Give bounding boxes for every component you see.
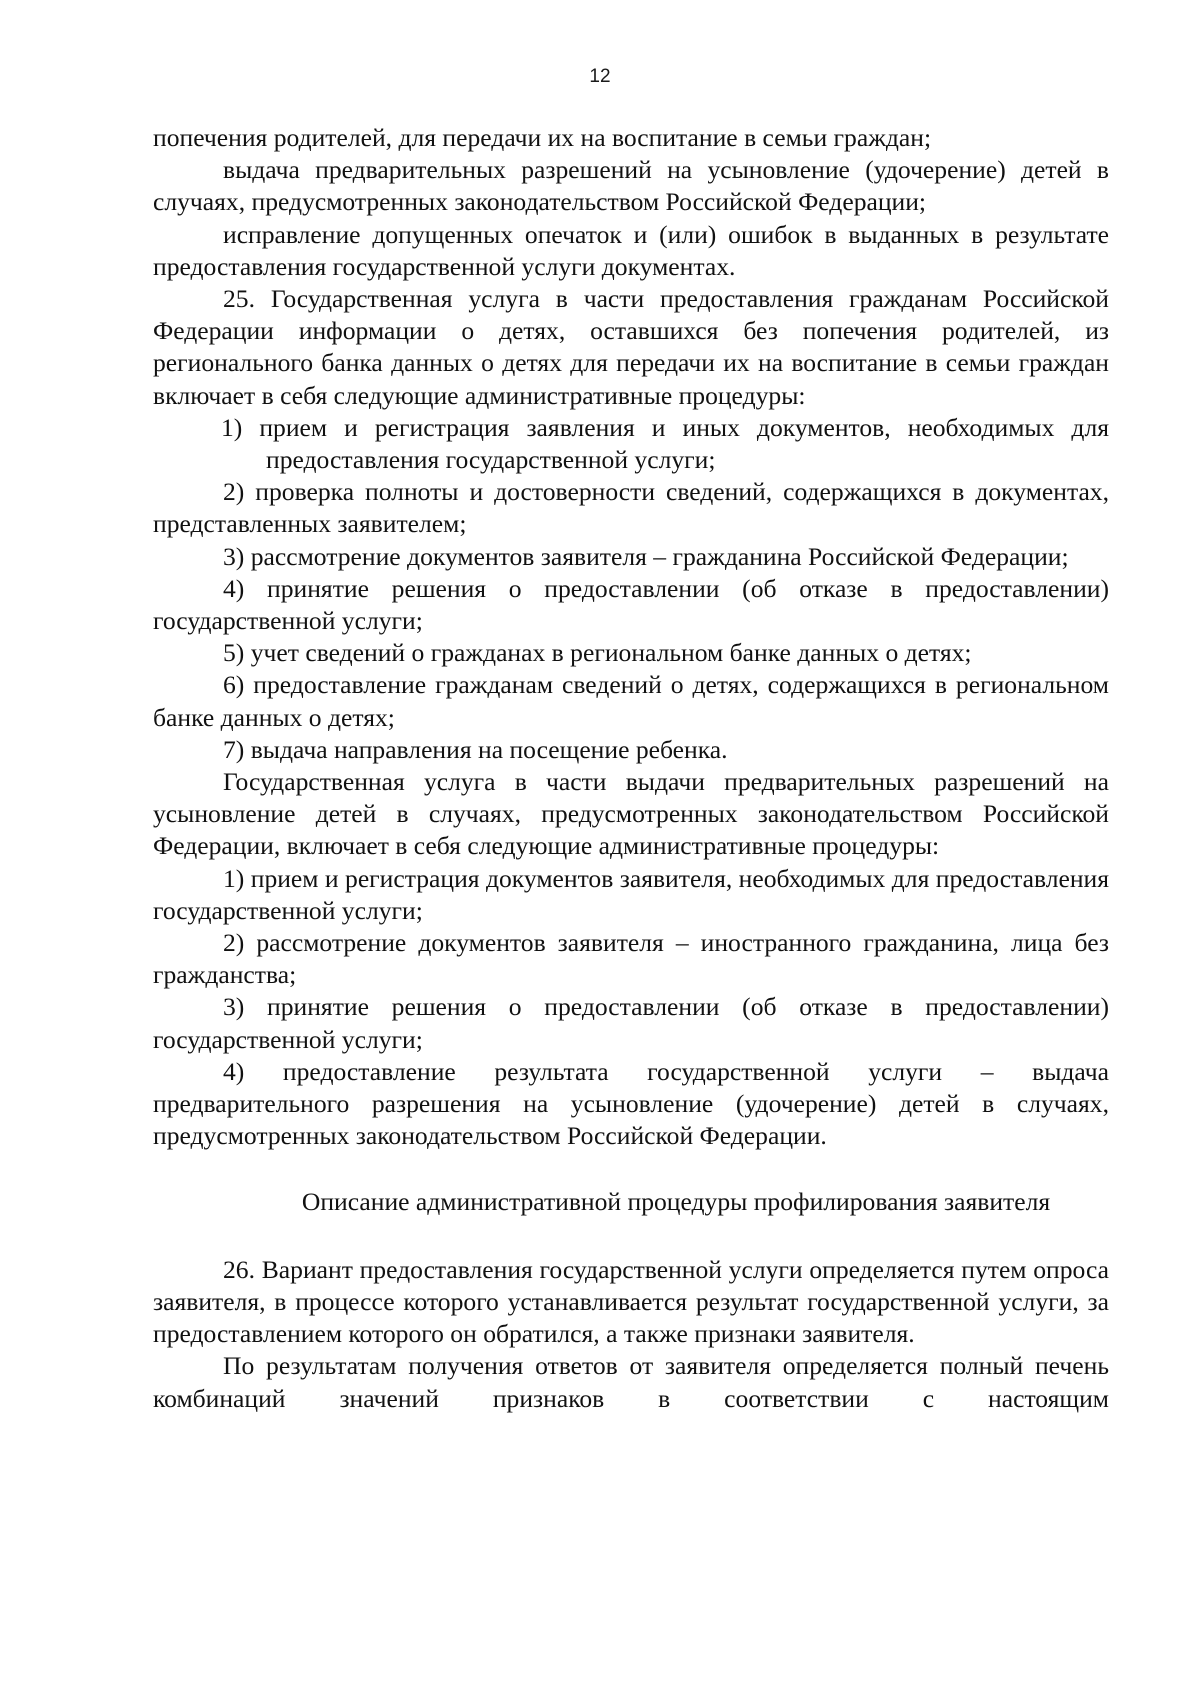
list-item-2-verification: 2) проверка полноты и достоверности сведений, содержащихся в документах, представленных заявителем;	[153, 477, 1109, 539]
paragraph-clause-25: 25. Государственная услуга в части предоставления гражданам Российской Федерации информации о детях, оставшихся без попечения родителей, из регионального банка данных о детях для передачи их на воспитание в семьи граждан включает в себя следующие административные процедуры:	[153, 284, 1109, 410]
document-body	[153, 122, 1109, 1415]
list-item-3-review: 3) рассмотрение документов заявителя – гражданина Российской Федерации;	[223, 541, 1069, 571]
list-item-3-decision: 3) принятие решения о предоставлении (об отказе в предоставлении) государственной услуги;	[153, 992, 1109, 1054]
list-item-7-referral: 7) выдача направления на посещение ребенка.	[223, 734, 728, 764]
paragraph-adoption-permits: Государственная услуга в части выдачи предварительных разрешений на усыновление детей в случаях, предусмотренных законодательством Российской Федерации, включает в себя следующие административные процедуры:	[153, 767, 1109, 861]
list-item-5-registration: 5) учет сведений о гражданах в региональном банке данных о детях;	[223, 638, 972, 668]
paragraph-clause-26: 26. Вариант предоставления государственной услуги определяется путем опроса заявителя, в процессе которого устанавливается результат государственной услуги, за предоставлением которого он обратился, а также признаки заявителя.	[153, 1254, 1109, 1349]
page-number: 12	[589, 66, 611, 87]
list-item-2-foreign-review: 2) рассмотрение документов заявителя – иностранного гражданина, лица без гражданства;	[153, 928, 1109, 990]
section-heading: Описание административной процедуры профилирования заявителя	[301, 1186, 1051, 1216]
list-item-1-reception: 1) прием и регистрация заявления и иных документов, необходимых для предоставления государственной услуги;	[221, 412, 1109, 475]
list-item-4-result: 4) предоставление результата государственной услуги – выдача предварительного разрешения на усыновление (удочерение) детей в случаях, предусмотренных законодательством Российской Федерации.	[153, 1056, 1109, 1151]
paragraph-preliminary-permits: выдача предварительных разрешений на усыновление (удочерение) детей в случаях, предусмотренных законодательством Российской Федерации;	[153, 155, 1109, 217]
list-item-6-information: 6) предоставление гражданам сведений о детях, содержащихся в региональном банке данных о детях;	[153, 670, 1109, 732]
list-item-1-documents: 1) прием и регистрация документов заявителя, необходимых для предоставления государственной услуги;	[153, 863, 1109, 925]
paragraph-continuation: попечения родителей, для передачи их на воспитание в семьи граждан;	[153, 123, 932, 152]
paragraph-error-correction: исправление допущенных опечаток и (или) ошибок в выданных в результате предоставления государственной услуги документах.	[153, 219, 1109, 281]
list-item-4-decision: 4) принятие решения о предоставлении (об отказе в предоставлении) государственной услуги;	[153, 573, 1109, 636]
paragraph-answers: По результатам получения ответов от заявителя определяется полный печень комбинаций значений признаков в соответствии с настоящим	[153, 1351, 1109, 1413]
